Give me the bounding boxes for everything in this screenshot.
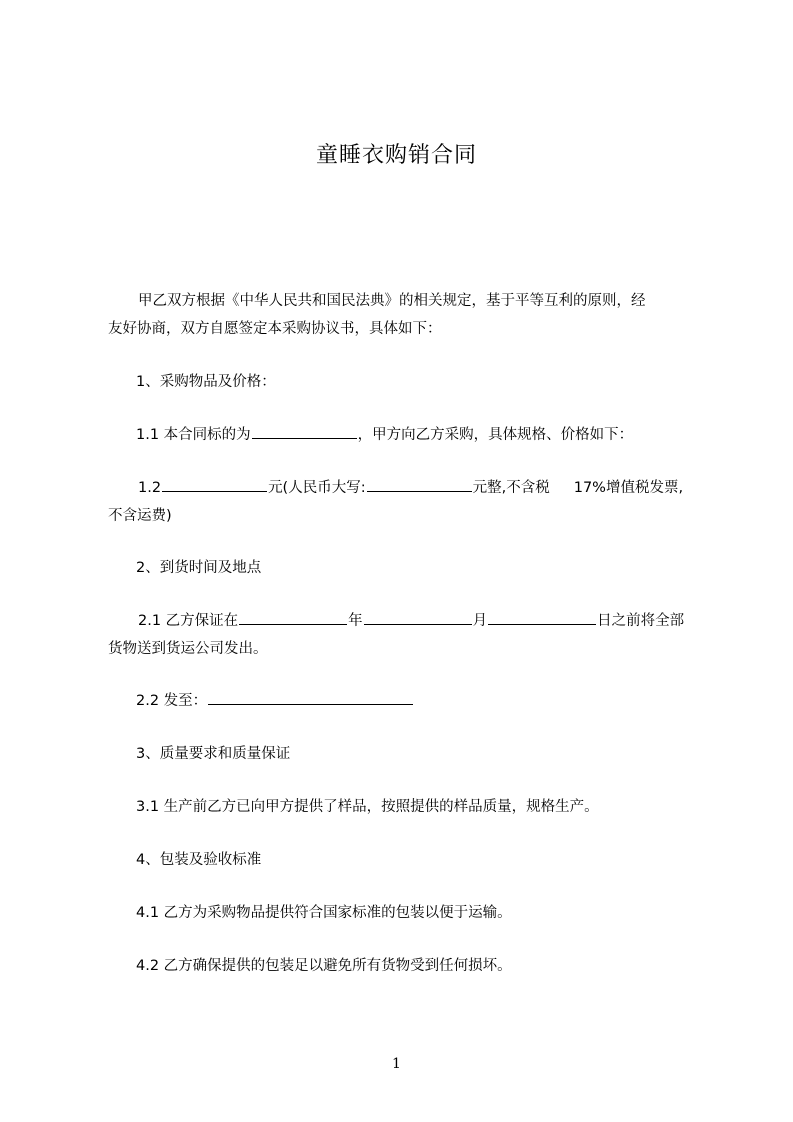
section-1-heading: 1、采购物品及价格：	[136, 374, 276, 390]
intro-line-2: 友好协商，双方自愿签定本采购协议书，具体如下：	[108, 321, 442, 337]
clause-1-2-prefix: 1.2	[138, 480, 162, 496]
section-3-heading: 3、质量要求和质量保证	[136, 746, 291, 762]
clause-2-1-line-2: 货物送到货运公司发出。	[108, 641, 268, 657]
month-label: 月	[472, 613, 488, 629]
clause-2-1	[108, 607, 704, 663]
year-label: 年	[348, 613, 363, 629]
clause-1-2-line-1	[108, 474, 704, 502]
month-blank	[364, 609, 472, 625]
clause-1-1-prefix: 1.1 本合同标的为	[136, 427, 251, 443]
clause-1-2-invoice: 17%增值税发票,	[573, 480, 684, 496]
clause-2-1-line-1	[108, 607, 704, 635]
subject-blank	[252, 423, 357, 439]
document-title: 童睡衣购销合同	[315, 143, 477, 168]
clause-1-2-tax: 元整,不含税	[472, 480, 550, 496]
clause-2-2-prefix: 2.2 发至：	[136, 693, 208, 709]
intro-line-1: 甲乙双方根据《中华人民共和国民法典》的相关规定，基于平等互利的原则，经	[138, 293, 646, 309]
clause-1-2	[108, 474, 704, 530]
destination-blank	[208, 689, 413, 705]
intro-paragraph	[108, 287, 704, 343]
clause-4-2: 4.2 乙方确保提供的包装足以避免所有货物受到任何损坏。	[136, 958, 512, 974]
section-4-heading: 4、包装及验收标准	[136, 852, 262, 868]
clause-1-2-rmb: 元(人民币大写:	[268, 480, 366, 496]
year-blank	[239, 609, 347, 625]
clause-1-1-suffix: ，甲方向乙方采购，具体规格、价格如下：	[357, 427, 634, 443]
page-number: 1	[392, 1056, 401, 1072]
clause-3-1: 3.1 生产前乙方已向甲方提供了样品，按照提供的样品质量，规格生产。	[136, 799, 599, 815]
clause-1-2-line-2: 不含运费)	[108, 508, 172, 524]
amount-words-blank	[367, 476, 472, 492]
clause-2-2	[108, 687, 732, 715]
section-2-heading: 2、到货时间及地点	[136, 560, 262, 576]
clause-1-1	[108, 421, 732, 449]
day-blank	[488, 609, 596, 625]
amount-blank	[162, 476, 267, 492]
clause-2-1-prefix: 2.1 乙方保证在	[138, 613, 239, 629]
clause-4-1: 4.1 乙方为采购物品提供符合国家标准的包装以便于运输。	[136, 905, 512, 921]
day-suffix: 日之前将全部	[597, 613, 685, 629]
